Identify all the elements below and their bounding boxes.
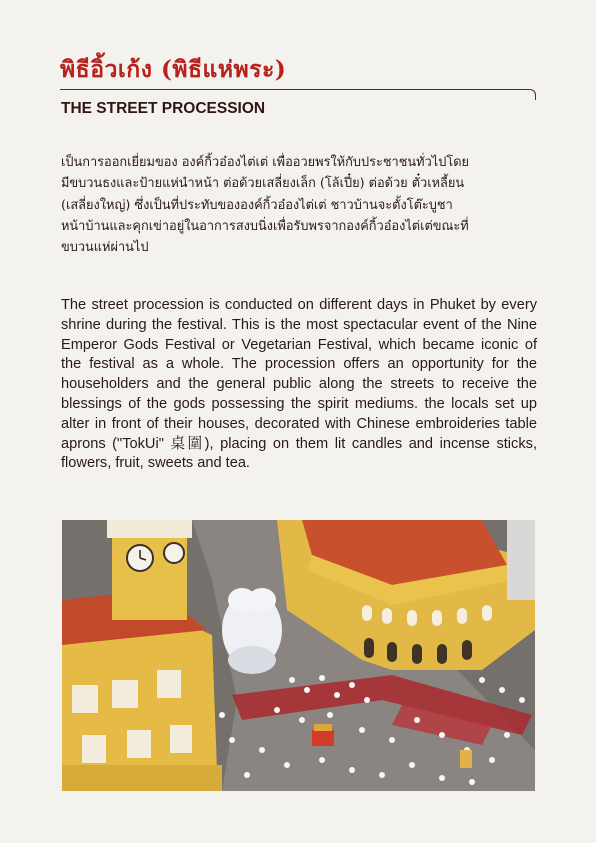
title-divider	[60, 89, 536, 100]
thai-line: เป็นการออกเยี่ยมของ องค์กิ้วอ๋องไต่เต่ เพื่ออวยพรให้กับประชาชนทั่วไปโดย	[61, 155, 470, 170]
page-title: พิธีอิ้วเก้ง (พิธีแห่พระ)	[60, 56, 287, 83]
english-paragraph: The street procession is conducted on different days in Phuket by every shrine during the festival. This is the most spectacular event of the Nine Emperor Gods Festival or Vegetarian Festival, which became iconic of the festival as a whole. The procession offers an opportunity for the householders and the general public along the streets to receive the blessings of the gods possessing the spirit mediums. the locals set up alter in front of their houses, decorated with Chinese embroideries table aprons ("TokUi" 桌圍), placing on them lit candles and incense sticks, flowers, fruit, sweets and tea.	[61, 297, 537, 472]
procession-aerial-illustration	[62, 520, 535, 791]
street-procession-photo	[62, 520, 535, 791]
thai-line: ขบวนแห่ผ่านไป	[61, 240, 149, 256]
thai-line: หน้าบ้านและคุกเข่าอยู่ในอาการสงบนิ่งเพื่อรับพรจากองค์กิ้วอ๋องไต่เต่ขณะที่	[61, 218, 469, 234]
section-subtitle: THE STREET PROCESSION	[61, 100, 266, 117]
thai-line: (เสลี่ยงใหญ่) ซึ่งเป็นที่ประทับขององค์กิ้วอ๋องไต่เต่ ชาวบ้านจะตั้งโต๊ะบูชา	[61, 197, 453, 213]
thai-paragraph	[61, 152, 537, 258]
thai-line: มีขบวนธงและป้ายแห่นำหน้า ต่อด้วยเสลี่ยงเล็ก (โล้เปี๋ย) ต่อด้วย ตั๋วเหลี้ยน	[61, 176, 465, 192]
